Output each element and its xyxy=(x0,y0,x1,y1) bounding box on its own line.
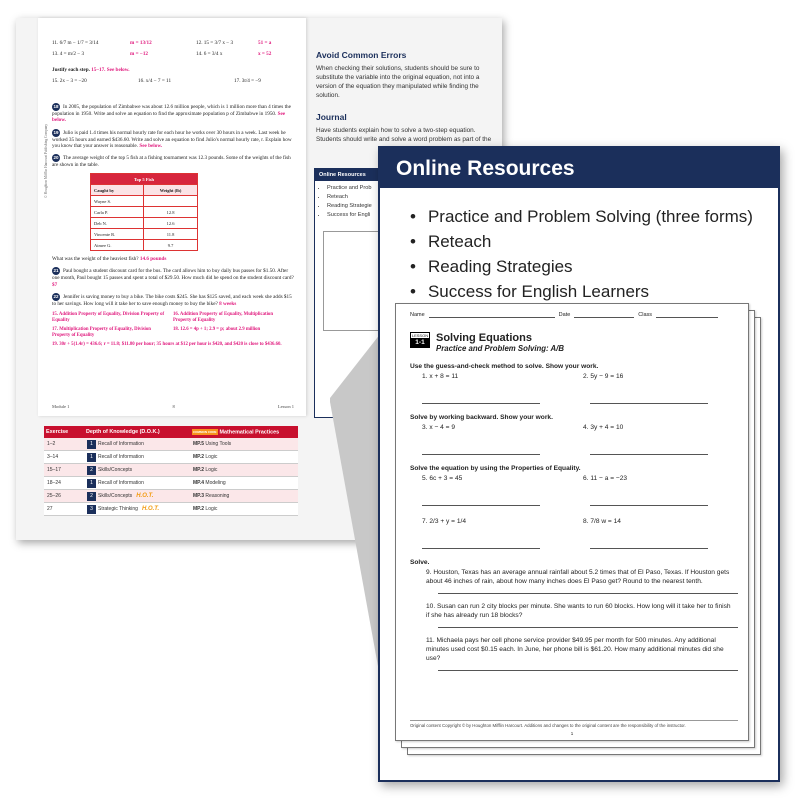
problem: 5. 6c + 3 = 45 xyxy=(422,475,463,482)
problem-22-answer: 8 weeks xyxy=(219,300,237,307)
resource-item[interactable]: • Reteach xyxy=(410,229,778,254)
answer-line[interactable] xyxy=(590,392,708,404)
problem: 7. 2/3 + y = 1/4 xyxy=(422,518,466,525)
hot-icon: H.O.T. xyxy=(136,492,154,499)
problem-20-text: The average weight of the top 5 fish at a fishing tournament was 12.3 pounds. Some of the weights of the fish are shown in the table. xyxy=(52,155,291,169)
problem-number-22: 22 xyxy=(53,293,59,299)
problem-number-19: 19 xyxy=(53,129,59,135)
answer: m = −12 xyxy=(130,51,149,57)
problem-number-18: 18 xyxy=(53,104,59,110)
problem-9: 9. Houston, Texas has an average annual rainfall about 5.2 times that of El Paso, Texas. If Houston gets about 46 inches of rain, about how many inches does El Paso get? Round to the nearest tenth. xyxy=(426,569,730,585)
fish-cell: Vincente R. xyxy=(91,229,144,240)
name-label: Name xyxy=(410,312,425,318)
fish-cell: Wayne S. xyxy=(91,196,144,207)
answer: m = 13/12 xyxy=(130,40,152,46)
fish-cell: 11.8 xyxy=(144,229,198,240)
mini-resource-item: • Practice and Prob xyxy=(327,184,459,193)
fish-table-header: Caught by xyxy=(91,185,144,196)
dok-level: 1 xyxy=(87,440,96,449)
common-core-badge: COMMON CORE xyxy=(193,430,217,434)
problem: 2. 5y − 9 = 16 xyxy=(583,373,624,380)
resource-item[interactable]: • Practice and Problem Solving (three forms) xyxy=(410,204,778,229)
dok-exercise: 27 xyxy=(44,503,84,516)
fish-table-header: Weight (lb) xyxy=(144,185,198,196)
journal-body: Have students explain how to solve a two-step equation. Students should write and solve a word problem as part of the xyxy=(316,127,492,143)
answer-line[interactable] xyxy=(438,620,738,628)
dok-exercise: 25–26 xyxy=(44,490,84,503)
justify-step: 17. 3t/4 = −9 xyxy=(234,78,261,85)
mp-text: Modeling xyxy=(205,480,226,487)
justify-step: 15. 2x − 3 = −20 xyxy=(52,78,87,85)
mp-text: Using Tools xyxy=(205,441,232,448)
dok-exercise: 3–14 xyxy=(44,451,84,464)
answer-line[interactable] xyxy=(590,494,708,506)
problem-18-answer: See below. xyxy=(52,111,286,124)
fish-cell: 9.7 xyxy=(144,240,198,251)
section-heading: Solve by working backward. Show your work. xyxy=(410,414,553,421)
problem-20-question: What was the weight of the heaviest fish? xyxy=(52,256,139,263)
fish-cell: 12.6 xyxy=(144,218,198,229)
fish-table-title: Top 5 Fish xyxy=(91,174,198,185)
problem-number-20: 20 xyxy=(53,155,59,161)
dok-level: 1 xyxy=(87,479,96,488)
mp-code: MP.2 xyxy=(193,467,205,474)
problem: 3. x − 4 = 9 xyxy=(422,424,455,431)
lesson-badge xyxy=(410,332,430,348)
dok-header: Exercise xyxy=(44,426,84,438)
problem: 14. 6 = 3/4 x xyxy=(196,51,223,57)
dok-exercise: 1–2 xyxy=(44,438,84,451)
answer-key: 18. 12.6 = 4p + 1; 2.9 = p; about 2.9 million xyxy=(173,327,261,333)
lesson-header xyxy=(410,332,732,353)
answer-line[interactable] xyxy=(438,663,738,671)
mp-text: Logic xyxy=(205,506,218,513)
name-line xyxy=(429,312,555,318)
mini-resource-item: • Reading Strategie xyxy=(327,202,459,211)
problem-number-21: 21 xyxy=(53,268,59,274)
problem-22-text: Jennifer is saving money to buy a bike. The bike costs $245. She has $125 saved, and each week she adds $15 to her savings. How long will it take her to save enough money to buy the bike? xyxy=(52,293,292,307)
answer-key: 15. Addition Property of Equality, Division Property of Equality xyxy=(52,312,165,324)
mini-resource-item: • Reteach xyxy=(327,193,459,202)
problem-19-text: Julio is paid 1.4 times his normal hourly rate for each hour he works over 30 hours in a week. Last week he worked 35 hours and earned $436.60. Write and solve an equation to find Julio's normal hourly rate, r. Explain how you know that your answer is reasonable. xyxy=(52,129,292,149)
class-label: Class xyxy=(638,312,653,318)
fish-cell: 12.8 xyxy=(144,207,198,218)
mp-text: Logic xyxy=(205,454,218,461)
answer-line[interactable] xyxy=(422,443,540,455)
footer-lesson: Lesson 1 xyxy=(277,404,294,409)
footer-page: 8 xyxy=(172,404,175,409)
mp-code: MP.3 xyxy=(193,493,205,500)
journal-heading: Journal xyxy=(316,112,347,122)
problem-11: 11. Michaela pays her cell phone service provider $49.95 per month for 500 minutes. Any additional minutes used cost $0.15 each. In June, her phone bill is $61.20. How many additional minutes did she use? xyxy=(426,637,724,662)
worksheet-copyright: Original content Copyright © by Houghton Mifflin Harcourt. Additions and changes to the original content are the responsibility of the instructor. xyxy=(410,720,738,728)
problem-21-text: Paul bought a student discount card for the bus. The card allows him to buy daily bus passes for $1.50. After one month, Paul bought 15 passes and spent a total of $29.50. How much did he spend on the student discount card? xyxy=(52,268,294,282)
lesson-number: 1-1 xyxy=(411,338,429,347)
dok-text: Skills/Concepts xyxy=(98,492,133,499)
footer-module: Module 1 xyxy=(52,404,70,409)
avoid-errors-body: When checking their solutions, students should be sure to substitute the variable into the original equation, not into a version of the equation they manipulated while finding the solution. xyxy=(316,65,480,99)
fish-cell: Deb N. xyxy=(91,218,144,229)
answer-line[interactable] xyxy=(590,443,708,455)
answer-key: 17. Multiplication Property of Equality, Division Property of Equality xyxy=(52,327,151,339)
dok-level: 2 xyxy=(87,492,96,501)
worksheet xyxy=(395,303,749,741)
dok-text: Recall of Information xyxy=(98,479,144,486)
answer-line[interactable] xyxy=(422,392,540,404)
dok-level: 3 xyxy=(87,505,96,514)
mp-code: MP.5 xyxy=(193,441,205,448)
worksheet-title: Solving Equations xyxy=(436,332,532,344)
answer-line[interactable] xyxy=(438,586,738,594)
justify-step: 16. x/4 − 7 = 11 xyxy=(138,78,172,85)
mp-code: MP.2 xyxy=(193,506,205,513)
worksheet-stack xyxy=(395,303,749,759)
word-problem xyxy=(410,568,732,594)
mp-code: MP.2 xyxy=(193,454,205,461)
copyright-spine: © Houghton Mifflin Harcourt Publishing Company xyxy=(44,123,48,198)
dok-level: 2 xyxy=(87,466,96,475)
date-line xyxy=(574,312,634,318)
fish-cell: Aimee G. xyxy=(91,240,144,251)
resource-item[interactable]: • Success for English Learners xyxy=(410,279,778,304)
section-heading: Solve. xyxy=(410,559,430,566)
worksheet-page-number: 1 xyxy=(570,731,574,736)
card-title: Online Resources xyxy=(380,148,778,188)
problem: 11. 6/7 m − 1/7 = 3/14 xyxy=(52,40,99,46)
justify-note: See below. xyxy=(106,67,130,73)
problem: 1. x + 8 = 11 xyxy=(422,373,459,380)
word-problem xyxy=(410,602,732,628)
answer-key: 16. Addition Property of Equality, Multiplication Property of Equality xyxy=(173,312,273,324)
answer-key: 19. 30r + 5(1.4r) = 436.6; r = 11.8; $11.80 per hour; 35 hours at $12 per hour is $420, and $420 is close to $436.60. xyxy=(52,342,282,348)
mp-text: Logic xyxy=(205,467,218,474)
dok-exercise: 18–24 xyxy=(44,477,84,490)
mp-text: Reasoning xyxy=(205,493,230,500)
avoid-errors-heading: Avoid Common Errors xyxy=(316,50,407,60)
worksheet-subtitle: Practice and Problem Solving: A/B xyxy=(436,344,564,353)
problem: 8. 7/8 w = 14 xyxy=(583,518,621,525)
answer-line[interactable] xyxy=(590,537,708,549)
mp-code: MP.4 xyxy=(193,480,205,487)
problem: 12. 15 = 3/7 x − 3 xyxy=(196,40,234,46)
resource-item[interactable]: • Reading Strategies xyxy=(410,254,778,279)
mini-resources-title: Online Resources xyxy=(315,169,463,181)
justify-ref: 15–17. xyxy=(91,67,106,73)
section-heading: Use the guess-and-check method to solve. Show your work. xyxy=(410,363,599,370)
problem-20-answer: 14.6 pounds xyxy=(139,256,167,263)
problem-19-answer: See below. xyxy=(139,142,163,149)
mini-resource-item: • Success for Engli xyxy=(327,211,459,220)
dok-level: 1 xyxy=(87,453,96,462)
answer-line[interactable] xyxy=(422,537,540,549)
dok-header: Depth of Knowledge (D.O.K.) xyxy=(84,426,190,438)
answer-line[interactable] xyxy=(422,494,540,506)
dok-text: Strategic Thinking xyxy=(98,505,138,512)
date-label: Date xyxy=(558,312,571,318)
fish-cell: Carla P. xyxy=(91,207,144,218)
class-line xyxy=(656,312,718,318)
section-heading: Solve the equation by using the Properties of Equality. xyxy=(410,465,581,472)
resource-list xyxy=(380,188,778,304)
problem-21-answer: $7 xyxy=(52,281,58,288)
answer: 51 = a xyxy=(258,40,272,46)
hot-icon: H.O.T. xyxy=(141,505,160,512)
mp-header-label: Mathematical Practices xyxy=(219,429,280,436)
dok-text: Skills/Concepts xyxy=(98,466,133,473)
dok-exercise: 15–17 xyxy=(44,464,84,477)
dok-text: Recall of Information xyxy=(98,440,144,447)
problem: 6. 11 − a = −23 xyxy=(583,475,628,482)
worksheet-header-fields xyxy=(410,312,732,318)
dok-text: Recall of Information xyxy=(98,453,144,460)
problem-10: 10. Susan can run 2 city blocks per minute. She wants to run 60 blocks. How long will it take her to finish if she has already run 18 blocks? xyxy=(426,603,731,619)
lesson-label: LESSON xyxy=(411,333,429,338)
justify-label: Justify each step. xyxy=(52,67,90,73)
problem-18-text: In 2005, the population of Zimbabwe was about 12.6 million people, which is 1 million more than 4 times the population in 1950. Write and solve an equation to find the approximate population p of Zimbabwe in 1950. xyxy=(52,104,291,118)
word-problem xyxy=(410,636,732,671)
answer: x = 52 xyxy=(258,51,272,57)
problem: 4. 3y + 4 = 10 xyxy=(583,424,624,431)
problem: 13. 4 = m/2 − 3 xyxy=(52,51,85,57)
